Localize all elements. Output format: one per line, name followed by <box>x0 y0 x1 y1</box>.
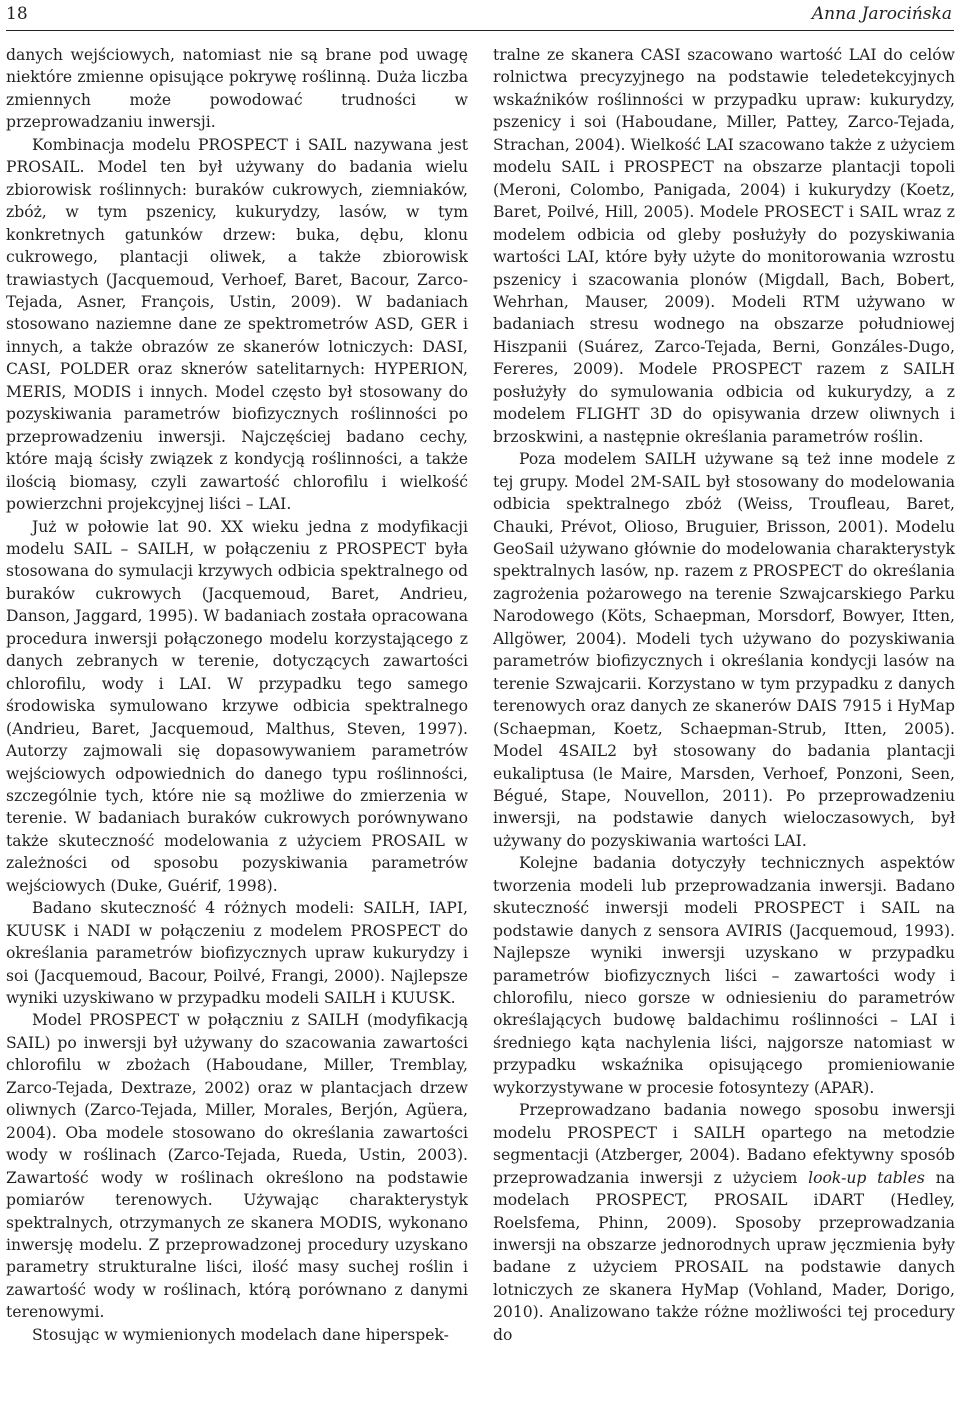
header-rule <box>6 30 954 31</box>
paragraph: danych wejściowych, natomiast nie są brane pod uwagę niektóre zmienne opisujące pokrywę roślinną. Duża liczba zmiennych może powodować trudności w przeprowadzaniu inwersji. <box>6 46 468 132</box>
left-column <box>6 44 468 1346</box>
page-header <box>0 0 960 36</box>
paragraph: Poza modelem SAILH używane są też inne modele z tej grupy. Model 2M-SAIL był stosowany do modelowania odbicia spektralnego zbóż (Weiss, Troufleau, Baret, Chauki, Prévot, Olioso, Bruguier, Brisson, 2001). Modelu GeoSail używano głównie do modelowania charakterystyk spektralnych lasów, np. razem z PROSPECT do określania zagrożenia pożarowego na terenie Szwajcarskiego Parku Narodowego (Köts, Schaepman, Morsdorf, Bowyer, Itten, Allgöwer, 2004). Modeli tych używano do pozyskiwania parametrów biofizycznych i określania kondycji lasów na terenie Szwajcarii. Korzystano w tym przypadku z danych terenowych oraz danych ze skanerów DAIS 7915 i HyMap (Schaepman, Koetz, Schaepman-Strub, Itten, 2005). Model 4SAIL2 był stosowany do badania plantacji eukaliptusa (le Maire, Marsden, Verhoef, Ponzoni, Seen, Bégué, Stape, Nouvellon, 2011). Po przeprowadzeniu inwersji, na podstawie danych wieloczasowych, był używany do pozyskiwania wartości LAI. <box>493 450 955 850</box>
paragraph: Model PROSPECT w połączniu z SAILH (modyfikacją SAIL) po inwersji był używany do szacowania zawartości chlorofilu w zbożach (Haboudane, Miller, Tremblay, Zarco-Tejada, Dextraze, 2002) oraz w plantacjach drzew oliwnych (Zarco-Tejada, Miller, Morales, Berjón, Agüera, 2004). Oba modele stosowano do określania zawartości wody w roślinach (Zarco-Tejada, Rueda, Ustin, 2003). Zawartość wody w roślinach określono na podstawie pomiarów terenowych. Używając charakterystyk spektralnych, otrzymanych ze skanera MODIS, wykonano inwersję modelu. Z przeprowadzonej procedury uzyskano parametry strukturalne liści, ilość masy suchej roślin i zawartość wody w roślinach, którą porównano z danymi terenowymi. <box>6 1011 468 1322</box>
paragraph: Już w połowie lat 90. XX wieku jedna z modyfikacji modelu SAIL – SAILH, w połączeniu z PROSPECT była stosowana do symulacji krzywych odbicia spektralnego od buraków cukrowych (Jacquemoud, Baret, Andrieu, Danson, Jaggard, 1995). W badaniach została opracowana procedura inwersji połączonego modelu korzystającego z danych zebranych w terenie, dotyczących zawartości chlorofilu, wody i LAI. W przypadku tego samego środowiska symulowano krzywe odbicia spektralnego (Andrieu, Baret, Jacquemoud, Malthus, Steven, 1997). Autorzy zajmowali się dopasowywaniem parametrów wejściowych odpowiednich do danego typu roślinności, szczególnie tych, które nie są możliwe do zmierzenia w terenie. W badaniach buraków cukrowych porównywano także skuteczność modelowania z użyciem PROSAIL w zależności od sposobu pozyskiwania parametrów wejściowych (Duke, Guérif, 1998). <box>6 517 468 895</box>
right-column <box>493 44 955 1346</box>
paragraph-with-italic <box>493 1099 955 1346</box>
paragraph: Kombinacja modelu PROSPECT i SAIL nazywana jest PROSAIL. Model ten był używany do badania wielu zbiorowisk roślinnych: buraków cukrowych, ziemniaków, zbóż, w tym pszenicy, kukurydzy, lasów, w tym konkretnych gatunków drzew: buka, dębu, klonu cukrowego, plantacji oliwek, a także zbiorowisk trawiastych (Jacquemoud, Verhoef, Baret, Bacour, Zarco-Tejada, Asner, François, Ustin, 2009). W badaniach stosowano naziemne dane ze spektrometrów ASD, GER i innych, a także obrazów ze skanerów lotniczych: DASI, CASI, POLDER oraz sknerów satelitarnych: HYPERION, MERIS, MODIS i innych. Model często był stosowany do pozyskiwania parametrów biofizycznych roślinności po przeprowadzeniu inwersji. Najczęściej badano cechy, które mają ścisły związek z kondycją roślinności, a także ilością biomasy, czyli zawartość chlorofilu i wielkość powierzchni projekcyjnej liści – LAI. <box>6 135 468 514</box>
text-run: na modelach PROSPECT, PROSAIL iDART (Hedley, Roelsfema, Phinn, 2009). Sposoby przeprowadzania inwersji na obszarze jednorodnych upraw jęczmienia były badane z użyciem PROSAIL na podstawie danych lotniczych ze skanera HyMap (Vohland, Mader, Dorigo, 2010). Analizowano także różne możliwości tej procedury do <box>493 1168 956 1344</box>
paragraph: Kolejne badania dotyczyły technicznych aspektów tworzenia modeli lub przeprowadzania inwersji. Badano skuteczność inwersji modeli PROSPECT i SAIL na podstawie danych z sensora AVIRIS (Jacquemoud, 1993). Najlepsze wyniki inwersji uzyskano w przypadku parametrów biofizycznych liści – zawartości wody i chlorofilu, nieco gorsze w odniesieniu do parametrów określających budowę baldachimu roślinności – LAI i średniego kąta nachylenia liści, najgorsze natomiast w przypadku wskaźnika opisującego promieniowanie wykorzystywane w procesie fotosyntezy (APAR). <box>493 854 955 1097</box>
paragraph: tralne ze skanera CASI szacowano wartość LAI do celów rolnictwa precyzyjnego na podstawie teledetekcyjnych wskaźników roślinności w przypadku upraw: kukurydzy, pszenicy i soi (Haboudane, Miller, Pattey, Zarco-Tejada, Strachan, 2004). Wielkość LAI szacowano także z użyciem modelu SAIL i PROSPECT na obszarze plantacji topoli (Meroni, Colombo, Panigada, 2004) i kukurydzy (Koetz, Baret, Poilvé, Hill, 2005). Modele PROSECT i SAIL wraz z modelem odbicia od gleby posłużyły do pozyskiwania wartości LAI, które były użyte do monitorowania wzrostu pszenicy i szacowania plonów (Migdall, Bach, Bobert, Wehrhan, Mauser, 2009). Modeli RTM używano w badaniach stresu wodnego na obszarze południowej Hiszpanii (Suárez, Zarco-Tejada, Berni, Gonzáles-Dugo, Fereres, 2009). Modele PROSPECT razem z SAILH posłużyły do symulowania odbicia od kukurydzy, a z modelem FLIGHT 3D do opisywania drzew oliwnych i brzoskwini, a następnie określania parametrów roślin. <box>493 46 955 446</box>
page-number: 18 <box>6 4 28 24</box>
paragraph: Stosując w wymienionych modelach dane hiperspek- <box>32 1325 449 1344</box>
text-run: Przeprowadzano badania nowego sposobu inwersji modelu PROSPECT i SAILH opartego na metodzie segmentacji (Atzberger, 2004). Badano efektywny sposób przeprowadzania inwersji z użyciem <box>493 1101 955 1187</box>
running-head-author: Anna Jarocińska <box>811 4 952 24</box>
paragraph: Badano skuteczność 4 różnych modeli: SAILH, IAPI, KUUSK i NADI w połączeniu z modelem PROSPECT do określania parametrów biofizycznych upraw kukurydzy i soi (Jacquemoud, Bacour, Poilvé, Frangi, 2000). Najlepsze wyniki uzyskiwano w przypadku modeli SAILH i KUUSK. <box>6 899 468 1008</box>
italic-term: look-up tables <box>808 1168 925 1187</box>
